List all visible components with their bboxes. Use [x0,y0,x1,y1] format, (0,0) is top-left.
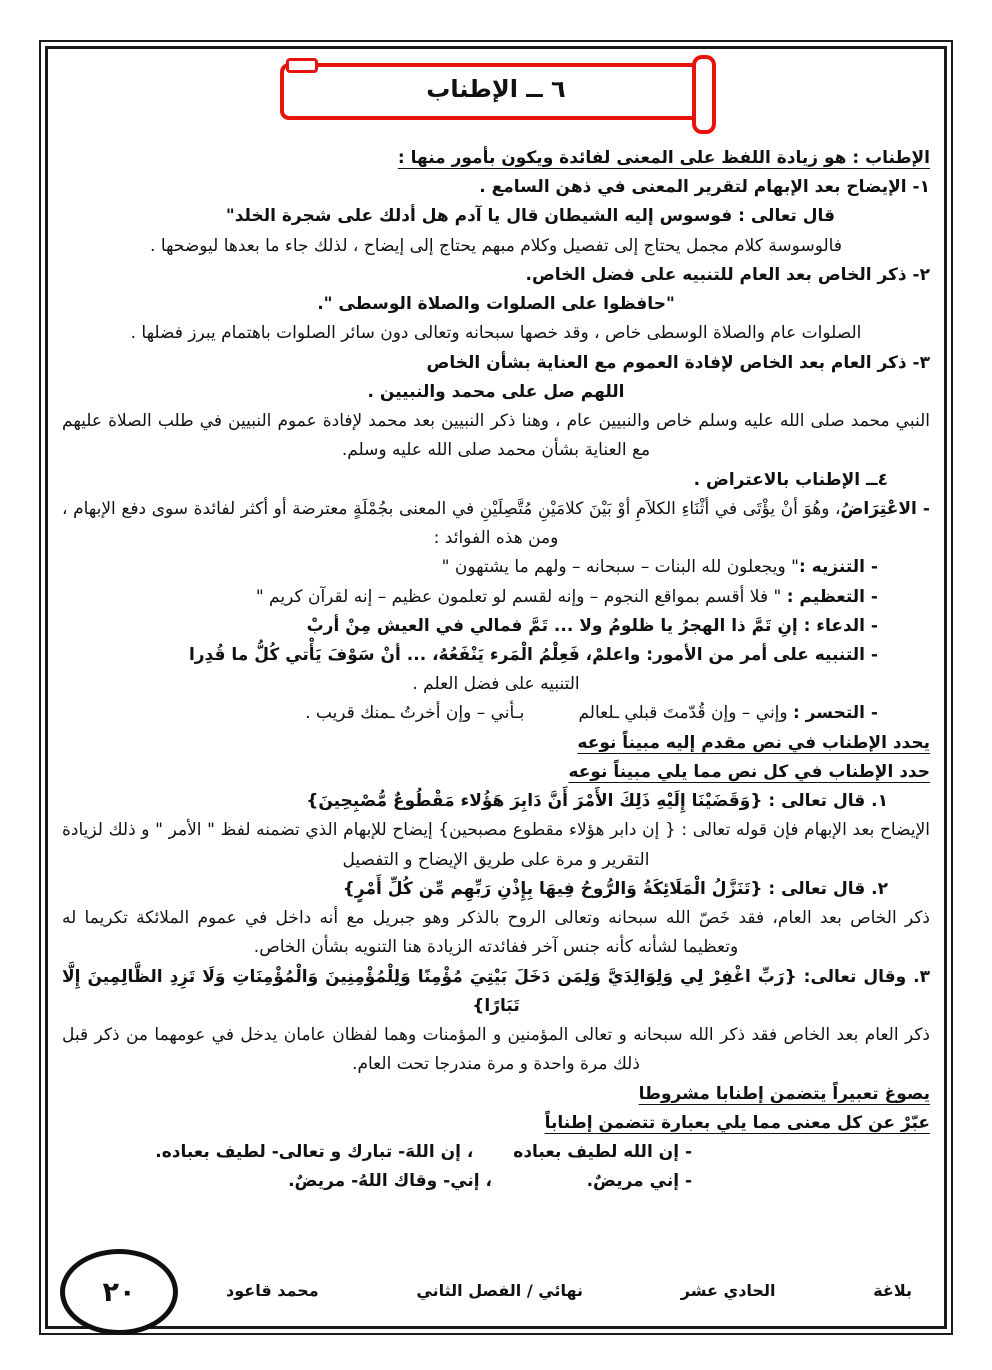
quran-quote: اللهم صل على محمد والنبيين . [367,381,625,402]
lesson-title: ٦ ــ الإطناب [280,63,712,120]
lesson-title-banner [280,63,712,120]
text-segment: وإني – وإن قُدّمتَ قبلي ـلعالم بـأني – وإن أخرتُ ـمنك قريب . [305,703,794,724]
numbered-point: ٢. قال تعالى : {تَنَزَّلُ الْمَلَائِكَةُ وَالرُّوحُ فِيهَا بِإِذْنِ رَبِّهِم مِّن كُلِّ أَمْرٍ} [342,878,888,899]
text-segment: التنزيه : [798,557,866,578]
footer-grade: الحادي عشر [680,1281,776,1300]
section-heading: الإطناب : هو زيادة اللفظ على المعنى لفائدة ويكون بأمور منها : [397,148,930,168]
section-heading: حدد الإطناب في كل نص مما يلي مبيناً نوعه [568,761,930,782]
benefit-list-item [62,641,930,670]
page-number: ٢٠ [102,1276,136,1308]
explanation-text: ذكر العام بعد الخاص فقد ذكر الله سبحانه و تعالى المؤمنين و المؤمنات وهما لفظان عامان يدخل في عومهما من ذكر قبل ذلك مرة واحدة و مرة مندرجا تحت العام. [62,1025,930,1075]
exercise-pair [62,1138,930,1167]
footer-subject: بلاغة [873,1281,912,1300]
numbered-point: ١. قال تعالى : {وَقَضَيْنَا إِلَيْهِ ذَلِكَ الأَمْرَ أَنَّ دَابِرَ هَؤُلاء مَقْطُوعٌ مُّصْبِحِينَ} [306,791,888,812]
banner-capsule-decoration [692,55,716,134]
explanation-text: النبي محمد صلى الله عليه وسلم خاص والنبيين عام ، وهنا ذكر النبيين بعد محمد لإفادة عموم النبيين في طلب الصلاة عليهم مع العناية بشأن محمد صلى الله عليه وسلم. [62,411,930,461]
benefit-list-item [62,583,930,612]
page-content [48,49,944,1326]
explanation-text: ذكر الخاص بعد العام، فقد خَصّ الله سبحانه وتعالى الروح بالذكر وهو جبريل مع أنه داخل في عموم الملائكة تكريما له وتعظيما لشأنه كأنه جنس آخر ففائدته الزيادة هنا التنويه بشأن الخاص. [62,908,930,958]
text-segment: إنِ تَمَّ ذا الهجرُ يا ظلومُ ولا ... تَمَّ فمالي في العيش مِنْ أربْ [306,615,804,636]
pair-right-text: - إن الله لطيف بعباده [513,1141,692,1162]
text-segment: التنبيه على أمر من الأمور: [646,644,866,665]
numbered-point: ١- الإيضاح بعد الإبهام لتقرير المعنى في ذهن السامع . [479,177,930,198]
pair-left-text: ، إن اللهَ- تبارك و تعالى- لطيف بعباده. [155,1141,474,1162]
content-blocks [62,144,930,1196]
text-segment: " فلا أقسم بمواقع النجوم – وإنه لقسم لو تعلمون عظيم – إنه لقرآن كريم " [255,586,787,607]
section-heading: عبّرْ عن كل معنى مما يلي بعبارة تتضمن إطناباً [544,1112,930,1133]
text-segment: ، وهُوَ أنْ يؤْتَى في أثْنَاءِ الكلاَمِ أوْ بَيْنَ كلامَيْنِ مُتَّصِلَيْنِ في المعنى بجُمْلَةٍ معترضة أو أكثر لفائدة سوى دفع الإبهام ، ومن هذه الفوائد : [62,498,841,549]
note-text: التنبيه على فضل العلم . [412,674,580,695]
page-footer [226,1281,912,1300]
quran-quote: قال تعالى : فوسوس إليه الشيطان قال يا آدم هل أدلك على شجرة الخلد" [225,206,835,227]
text-segment: الاعْتِرَاضُ [840,498,917,519]
text-segment: - [865,557,878,578]
section-heading: يحدد الإطناب في نص مقدم إليه مبيناً نوعه [577,732,930,753]
text-segment: التحسر : [793,703,866,724]
explanation-text: الإيضاح بعد الإبهام فإن قوله تعالى : { إن دابر هؤلاء مقطوع مصبحين} إيضاح للإبهام الذي تضمنه لفظ " الأمر " و ذلك لزيادة التقرير و مرة على طريق الإيضاح و التفصيل [62,820,930,870]
numbered-point: ٣- ذكر العام بعد الخاص لإفادة العموم مع العناية بشأن الخاص [426,352,930,373]
definition-text [62,495,930,553]
quran-verse: ٣. وقال تعالى: {رَبِّ اغْفِرْ لِي وَلِوَالِدَيَّ وَلِمَن دَخَلَ بَيْتِيَ مُؤْمِنًا وَلِلْمُؤْمِنِينَ وَالْمُؤْمِنَاتِ وَلَا تَزِدِ الظَّالِمِينَ إِلَّا تَبَارًا} [62,966,930,1016]
explanation-text: الصلوات عام والصلاة الوسطى خاص ، وقد خصها سبحانه وتعالى دون سائر الصلوات باهتمام يبرز فضلها . [130,323,862,344]
numbered-point: ٤ــ الإطناب بالاعتراض . [693,469,888,490]
page-number-circle [60,1249,178,1335]
pair-right-text: - إني مريضٌ. [586,1171,692,1192]
text-segment: - [865,703,878,724]
footer-term: نهائي / الفصل الثاني [416,1281,584,1300]
footer-author: محمد قاعود [226,1281,319,1300]
text-segment: - [865,615,878,636]
text-segment: التعظيم : [786,586,866,607]
page-border-outer [39,40,953,1335]
text-segment: الدعاء : [803,615,866,636]
banner-notch-decoration [286,58,318,73]
page-border-inner [45,46,947,1329]
text-segment: " ويجعلون لله البنات – سبحانه – ولهم ما يشتهون " [441,557,799,578]
pair-left-text: ، إني- وقاك اللهُ- مريضٌ. [288,1171,492,1192]
explanation-text: فالوسوسة كلام مجمل يحتاج إلى تفصيل وكلام مبهم يحتاج إلى إيضاح ، لذلك جاء ما بعدها ليوضحها . [150,235,842,256]
exercise-pair [62,1167,930,1196]
text-segment: - [916,498,930,519]
quran-quote: "حافظوا على الصلوات والصلاة الوسطى ". [317,294,675,315]
section-heading: يصوغ تعبيراً يتضمن إطنابا مشروطا [638,1083,930,1104]
benefit-list-item [62,553,930,582]
text-segment: - [865,644,878,665]
benefit-list-item [62,699,930,728]
numbered-point: ٢- ذكر الخاص بعد العام للتنبيه على فضل الخاص. [525,264,930,285]
benefit-list-item [62,612,930,641]
text-segment: واعلمْ، فَعِلْمُ الْمَرء يَنْفَعُهُ، ... أنْ سَوْفَ يَأْتي كُلُّ ما قُدِرا [188,644,647,665]
text-segment: - [865,586,878,607]
